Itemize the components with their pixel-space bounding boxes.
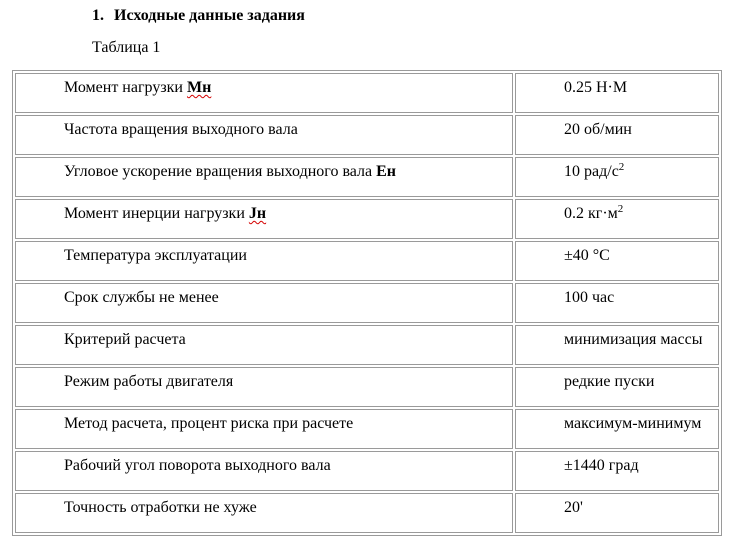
value-cell [515, 493, 719, 533]
value-cell [515, 367, 719, 407]
value-text: 10 рад/с [564, 163, 619, 180]
table-row [15, 157, 719, 197]
parameter-cell [15, 241, 513, 281]
value-cell [515, 73, 719, 113]
parameter-label: Момент нагрузки [64, 79, 187, 96]
value-text: 0.2 кг·м [564, 205, 618, 222]
parameter-symbol: Ен [376, 163, 397, 180]
value-text: 20 об/мин [564, 121, 632, 138]
table-row [15, 199, 719, 239]
parameter-label: Момент инерции нагрузки [64, 205, 249, 222]
value-text: редкие пуски [564, 373, 655, 390]
parameter-cell [15, 157, 513, 197]
parameter-symbol: Jн [248, 205, 267, 222]
table-row [15, 409, 719, 449]
parameter-label: Рабочий угол поворота выходного вала [64, 457, 331, 474]
value-text: 100 час [564, 289, 615, 306]
parameter-cell [15, 367, 513, 407]
table-row [15, 493, 719, 533]
parameter-label: Срок службы не менее [64, 289, 219, 306]
parameter-label: Угловое ускорение вращения выходного вала [64, 163, 377, 180]
parameter-cell [15, 451, 513, 491]
value-cell [515, 409, 719, 449]
section-heading [92, 6, 305, 26]
value-text: минимизация массы [564, 331, 703, 348]
table-row [15, 451, 719, 491]
table-row [15, 115, 719, 155]
input-data-table [12, 70, 722, 536]
parameter-cell [15, 325, 513, 365]
value-text: максимум-минимум [564, 415, 702, 432]
section-title: Исходные данные задания [114, 7, 305, 24]
table-row [15, 283, 719, 323]
value-cell [515, 115, 719, 155]
table-row [15, 73, 719, 113]
value-text: 0.25 Н·М [564, 79, 628, 96]
table-row [15, 241, 719, 281]
parameter-label: Точность отработки не хуже [64, 499, 257, 516]
value-cell [515, 451, 719, 491]
value-cell [515, 157, 719, 197]
parameter-cell [15, 115, 513, 155]
value-cell [515, 241, 719, 281]
parameter-symbol: Мн [186, 79, 212, 96]
table-row [15, 367, 719, 407]
parameter-label: Метод расчета, процент риска при расчете [64, 415, 354, 432]
parameter-label: Температура эксплуатации [64, 247, 247, 264]
value-cell [515, 325, 719, 365]
parameter-label: Режим работы двигателя [64, 373, 234, 390]
parameter-label: Критерий расчета [64, 331, 186, 348]
parameter-cell [15, 199, 513, 239]
value-superscript: 2 [618, 161, 625, 173]
parameter-cell [15, 73, 513, 113]
parameter-cell [15, 493, 513, 533]
parameter-label: Частота вращения выходного вала [64, 121, 298, 138]
value-cell [515, 283, 719, 323]
parameter-cell [15, 283, 513, 323]
table-row [15, 325, 719, 365]
parameter-cell [15, 409, 513, 449]
value-text: 20' [564, 499, 583, 516]
value-cell [515, 199, 719, 239]
value-superscript: 2 [617, 203, 624, 215]
value-text: ±40 °С [564, 247, 610, 264]
value-text: ±1440 град [564, 457, 639, 474]
section-number: 1. [92, 7, 104, 24]
table-caption: Таблица 1 [92, 39, 161, 56]
